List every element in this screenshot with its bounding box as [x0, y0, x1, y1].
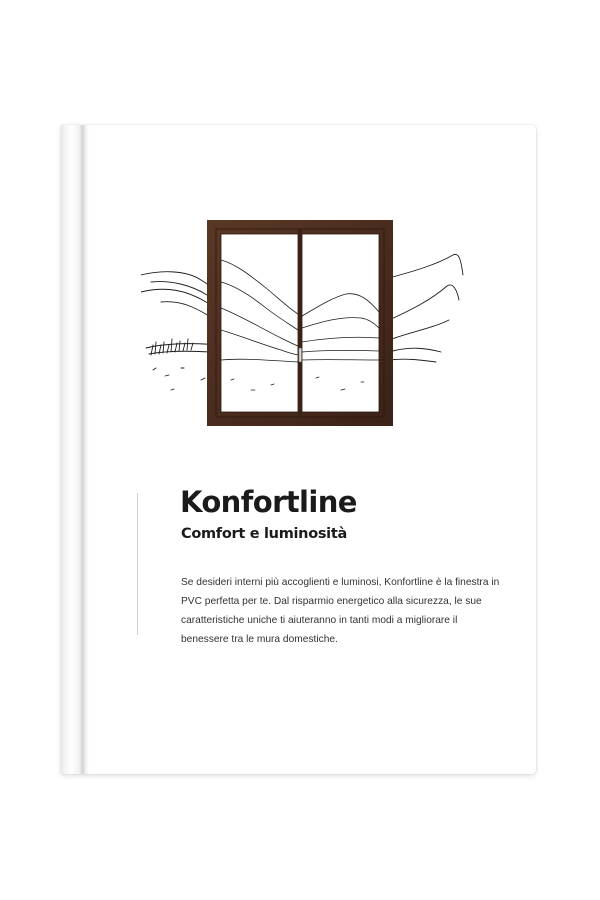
book-spine: [61, 125, 91, 774]
window-landscape-illustration: [141, 220, 471, 440]
book-description: Se desideri interni più accoglienti e luminosi, Konfortline è la finestra in PVC perfetta per te. Dal risparmio energetico alla sicurezza, le sue caratteristiche uniche ti aiuteranno in tanti modi a migliorare il benessere tra le mura domestiche.: [181, 577, 500, 645]
book-cover: [61, 125, 536, 774]
window-pane-left: [221, 234, 298, 412]
window-frame: [207, 220, 393, 426]
book-title: Konfortline: [180, 485, 357, 519]
window-handle-icon: [299, 348, 302, 362]
book-subtitle: Comfort e luminosità: [181, 526, 347, 542]
window-pane-right: [302, 234, 379, 412]
vertical-accent-line: [137, 493, 138, 635]
